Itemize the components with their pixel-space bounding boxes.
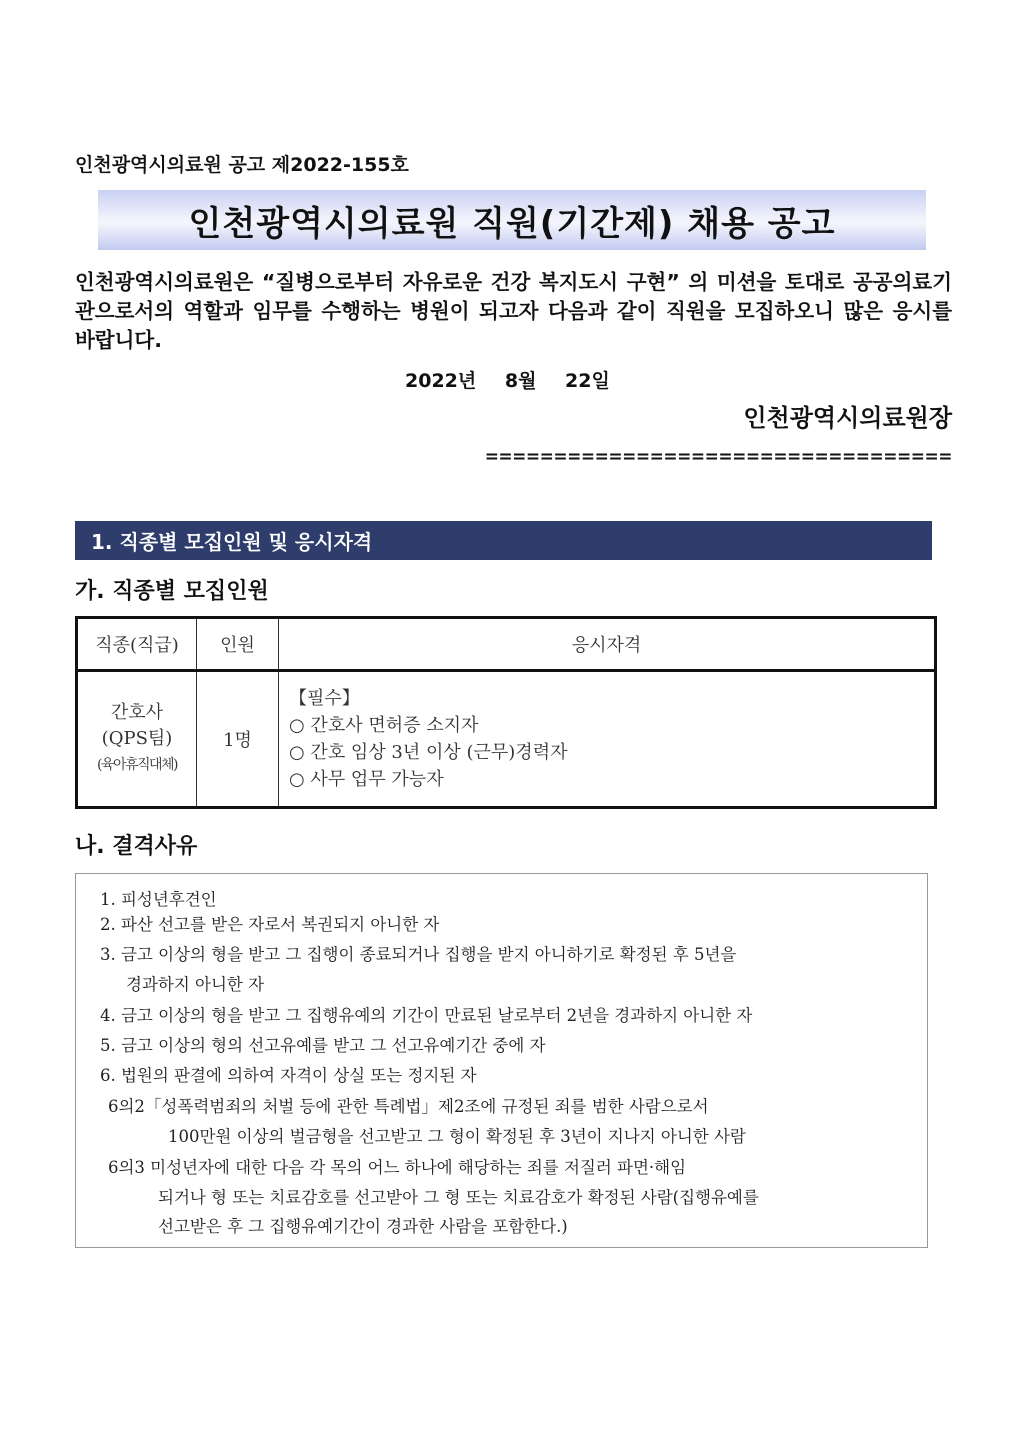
page-title: 인천광역시의료원 직원(기간제) 채용 공고 — [188, 203, 836, 244]
qualification-cell — [279, 671, 936, 808]
notice-number: 인천광역시의료원 공고 제2022-155호 — [75, 154, 409, 176]
list-item: 6의2「성폭력범죄의 처벌 등에 관한 특례법」제2조에 규정된 죄를 범한 사람으로서 — [108, 1097, 709, 1116]
disqualification-box — [75, 873, 928, 1248]
recruitment-table — [75, 616, 937, 809]
list-item: 경과하지 아니한 자 — [126, 975, 265, 994]
list-item: 4. 금고 이상의 형을 받고 그 집행유예의 기간이 만료된 날로부터 2년을 경과하지 아니한 자 — [100, 1006, 753, 1025]
subheading-recruitment: 가. 직종별 모집인원 — [75, 579, 269, 604]
job-team: (QPS팀) — [101, 728, 173, 749]
subheading-disqualification: 나. 결격사유 — [75, 834, 198, 859]
qualification-item: ○ 사무 업무 가능자 — [289, 769, 444, 790]
qualification-label: 【필수】 — [289, 688, 360, 709]
count-cell: 1명 — [197, 671, 279, 808]
intro-paragraph: 인천광역시의료원은 “질병으로부터 자유로운 건강 복지도시 구현” 의 미션을 토대로 공공의료기관으로서의 역할과 임무를 수행하는 병원이 되고자 다음과 같이 직원을 모집하오니 많은 응시를 바랍니다. — [75, 270, 952, 352]
list-item: 100만원 이상의 벌금형을 선고받고 그 형이 확정된 후 3년이 지나지 아니한 사람 — [168, 1127, 746, 1146]
header-job: 직종(직급) — [77, 618, 197, 671]
header-count: 인원 — [197, 618, 279, 671]
list-item: 되거나 형 또는 치료감호를 선고받아 그 형 또는 치료감호가 확정된 사람(집행유예를 — [158, 1188, 759, 1207]
list-item: 5. 금고 이상의 형의 선고유예를 받고 그 선고유예기간 중에 자 — [100, 1036, 546, 1055]
section-heading: 1. 직종별 모집인원 및 응시자격 — [75, 521, 932, 560]
list-item: 6의3 미성년자에 대한 다음 각 목의 어느 하나에 해당하는 죄를 저질러 파면·해임 — [108, 1158, 687, 1177]
job-title: 간호사 — [110, 702, 164, 723]
qualification-item: ○ 간호사 면허증 소지자 — [289, 715, 479, 736]
list-item: 3. 금고 이상의 형을 받고 그 집행이 종료되거나 집행을 받지 아니하기로 확정된 후 5년을 — [100, 945, 737, 964]
notice-date: 2022년 8월 22일 — [405, 370, 610, 392]
list-item: 6. 법원의 판결에 의하여 자격이 상실 또는 정지된 자 — [100, 1066, 477, 1085]
divider-rule: ================================== — [484, 447, 952, 467]
table-row — [77, 671, 936, 808]
list-item: 선고받은 후 그 집행유예기간이 경과한 사람을 포함한다.) — [158, 1217, 568, 1236]
qualification-item: ○ 간호 임상 3년 이상 (근무)경력자 — [289, 742, 568, 763]
signer: 인천광역시의료원장 — [743, 404, 952, 432]
job-cell — [77, 671, 197, 808]
job-note: (육아휴직대체) — [96, 757, 178, 773]
header-qualification: 응시자격 — [279, 618, 936, 671]
list-item: 2. 파산 선고를 받은 자로서 복권되지 아니한 자 — [100, 915, 440, 934]
title-banner — [98, 190, 926, 250]
list-item: 1. 피성년후견인 — [100, 890, 217, 909]
table-header-row — [77, 618, 936, 671]
